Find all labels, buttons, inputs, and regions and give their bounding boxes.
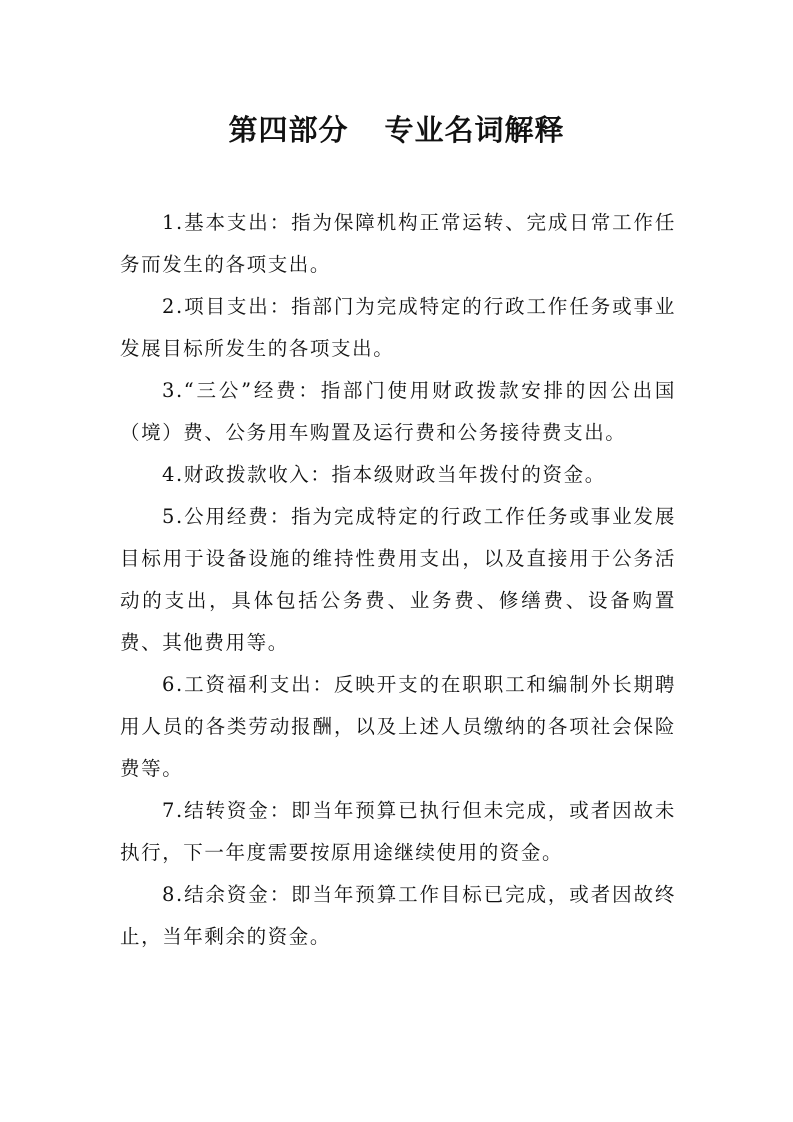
title-part: 第四部分	[228, 113, 349, 147]
paragraph-basic-expenditure: 1.基本支出：指为保障机构正常运转、完成日常工作任务而发生的各项支出。	[120, 211, 676, 276]
title-main: 专业名词解释	[384, 113, 565, 147]
paragraph-carryover-funds: 7.结转资金：即当年预算已执行但未完成，或者因故未执行，下一年度需要按原用途继续使用的资金。	[120, 799, 676, 864]
paragraph-three-public-funds: 3.“三公”经费：指部门使用财政拨款安排的因公出国（境）费、公务用车购置及运行费和公务接待费支出。	[120, 379, 676, 444]
page-title	[0, 108, 793, 149]
paragraph-surplus-funds: 8.结余资金：即当年预算工作目标已完成，或者因故终止，当年剩余的资金。	[120, 883, 676, 948]
paragraph-fiscal-appropriation-income: 4.财政拨款收入：指本级财政当年拨付的资金。	[162, 463, 606, 486]
paragraph-wage-welfare-expenditure: 6.工资福利支出：反映开支的在职职工和编制外长期聘用人员的各类劳动报酬，以及上述人员缴纳的各项社会保险费等。	[120, 673, 676, 780]
paragraph-public-funds: 5.公用经费：指为完成特定的行政工作任务或事业发展目标用于设备设施的维持性费用支出，以及直接用于公务活动的支出，具体包括公务费、业务费、修缮费、设备购置费、其他费用等。	[120, 505, 676, 654]
document-body	[120, 202, 676, 958]
paragraph-project-expenditure: 2.项目支出：指部门为完成特定的行政工作任务或事业发展目标所发生的各项支出。	[120, 295, 676, 360]
